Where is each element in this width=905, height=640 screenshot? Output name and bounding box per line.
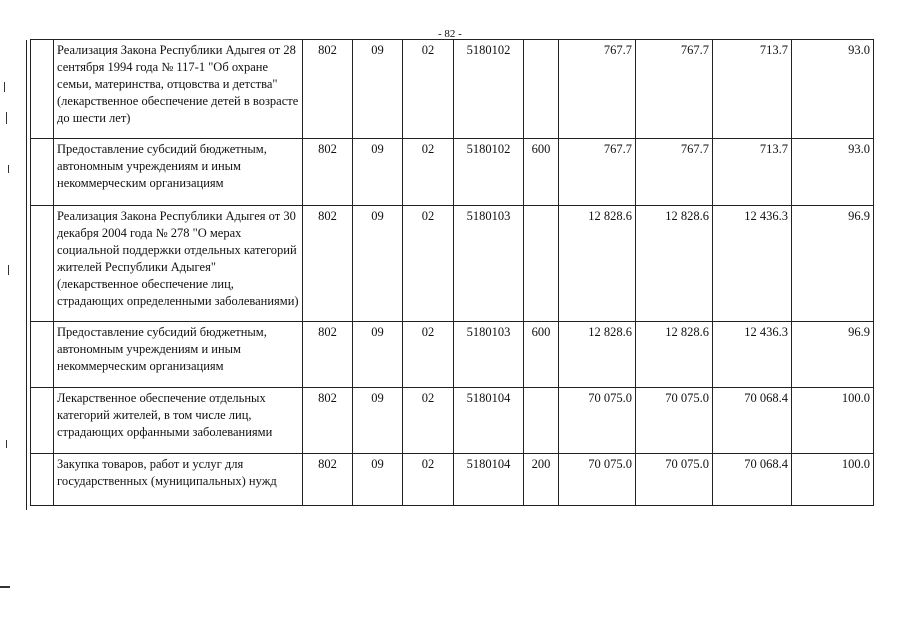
page-number: - 82 - <box>438 28 462 40</box>
section-code: 09 <box>353 388 403 454</box>
executed-amount: 12 436.3 <box>713 322 792 388</box>
ministry-code: 802 <box>303 454 353 506</box>
execution-percent: 96.9 <box>792 322 874 388</box>
expense-type-code <box>524 388 559 454</box>
executed-amount: 12 436.3 <box>713 206 792 322</box>
adjusted-amount: 12 828.6 <box>636 206 713 322</box>
scan-mark <box>6 440 7 448</box>
table-row <box>31 206 874 322</box>
subsection-code: 02 <box>403 454 454 506</box>
adjusted-amount: 70 075.0 <box>636 454 713 506</box>
target-article-code: 5180103 <box>454 322 524 388</box>
scan-mark <box>8 265 9 275</box>
expense-type-code: 200 <box>524 454 559 506</box>
execution-percent: 100.0 <box>792 388 874 454</box>
section-code: 09 <box>353 139 403 206</box>
target-article-code: 5180103 <box>454 206 524 322</box>
ministry-code: 802 <box>303 40 353 139</box>
table-row <box>31 454 874 506</box>
ministry-code: 802 <box>303 322 353 388</box>
executed-amount: 70 068.4 <box>713 454 792 506</box>
execution-percent: 96.9 <box>792 206 874 322</box>
section-code: 09 <box>353 454 403 506</box>
section-code: 09 <box>353 40 403 139</box>
target-article-code: 5180104 <box>454 388 524 454</box>
adjusted-amount: 767.7 <box>636 40 713 139</box>
planned-amount: 767.7 <box>559 40 636 139</box>
budget-table <box>30 39 874 506</box>
expense-type-code <box>524 40 559 139</box>
target-article-code: 5180104 <box>454 454 524 506</box>
executed-amount: 70 068.4 <box>713 388 792 454</box>
item-name: Реализация Закона Республики Адыгея от 28 сентября 1994 года № 117-1 "Об охране семьи, материнства, отцовства и детства" (лекарственное обеспечение детей в возрасте до шести лет) <box>54 40 303 139</box>
row-margin-cell <box>31 454 54 506</box>
left-margin-line <box>26 40 27 510</box>
ministry-code: 802 <box>303 388 353 454</box>
table-row <box>31 322 874 388</box>
table-row <box>31 388 874 454</box>
row-margin-cell <box>31 206 54 322</box>
planned-amount: 12 828.6 <box>559 206 636 322</box>
subsection-code: 02 <box>403 322 454 388</box>
planned-amount: 767.7 <box>559 139 636 206</box>
execution-percent: 100.0 <box>792 454 874 506</box>
subsection-code: 02 <box>403 139 454 206</box>
executed-amount: 713.7 <box>713 40 792 139</box>
expense-type-code: 600 <box>524 139 559 206</box>
item-name: Реализация Закона Республики Адыгея от 30 декабря 2004 года № 278 "О мерах социальной поддержки отдельных категорий жителей Республики Адыгея" (лекарственное обеспечение лиц, страдающих определенными заболеваниями) <box>54 206 303 322</box>
scan-mark <box>0 586 10 588</box>
item-name: Предоставление субсидий бюджетным, автономным учреждениям и иным некоммерческим организациям <box>54 322 303 388</box>
execution-percent: 93.0 <box>792 40 874 139</box>
scan-mark <box>8 165 9 173</box>
subsection-code: 02 <box>403 206 454 322</box>
execution-percent: 93.0 <box>792 139 874 206</box>
row-margin-cell <box>31 139 54 206</box>
section-code: 09 <box>353 322 403 388</box>
expense-type-code <box>524 206 559 322</box>
adjusted-amount: 70 075.0 <box>636 388 713 454</box>
ministry-code: 802 <box>303 139 353 206</box>
row-margin-cell <box>31 40 54 139</box>
item-name: Лекарственное обеспечение отдельных категорий жителей, в том числе лиц, страдающих орфанными заболеваниями <box>54 388 303 454</box>
scan-mark <box>4 82 5 92</box>
item-name: Закупка товаров, работ и услуг для государственных (муниципальных) нужд <box>54 454 303 506</box>
target-article-code: 5180102 <box>454 139 524 206</box>
executed-amount: 713.7 <box>713 139 792 206</box>
item-name: Предоставление субсидий бюджетным, автономным учреждениям и иным некоммерческим организациям <box>54 139 303 206</box>
target-article-code: 5180102 <box>454 40 524 139</box>
row-margin-cell <box>31 388 54 454</box>
adjusted-amount: 767.7 <box>636 139 713 206</box>
planned-amount: 70 075.0 <box>559 388 636 454</box>
section-code: 09 <box>353 206 403 322</box>
ministry-code: 802 <box>303 206 353 322</box>
planned-amount: 70 075.0 <box>559 454 636 506</box>
table-row <box>31 139 874 206</box>
subsection-code: 02 <box>403 388 454 454</box>
adjusted-amount: 12 828.6 <box>636 322 713 388</box>
table-row <box>31 40 874 139</box>
scan-mark <box>6 112 7 124</box>
planned-amount: 12 828.6 <box>559 322 636 388</box>
subsection-code: 02 <box>403 40 454 139</box>
expense-type-code: 600 <box>524 322 559 388</box>
row-margin-cell <box>31 322 54 388</box>
